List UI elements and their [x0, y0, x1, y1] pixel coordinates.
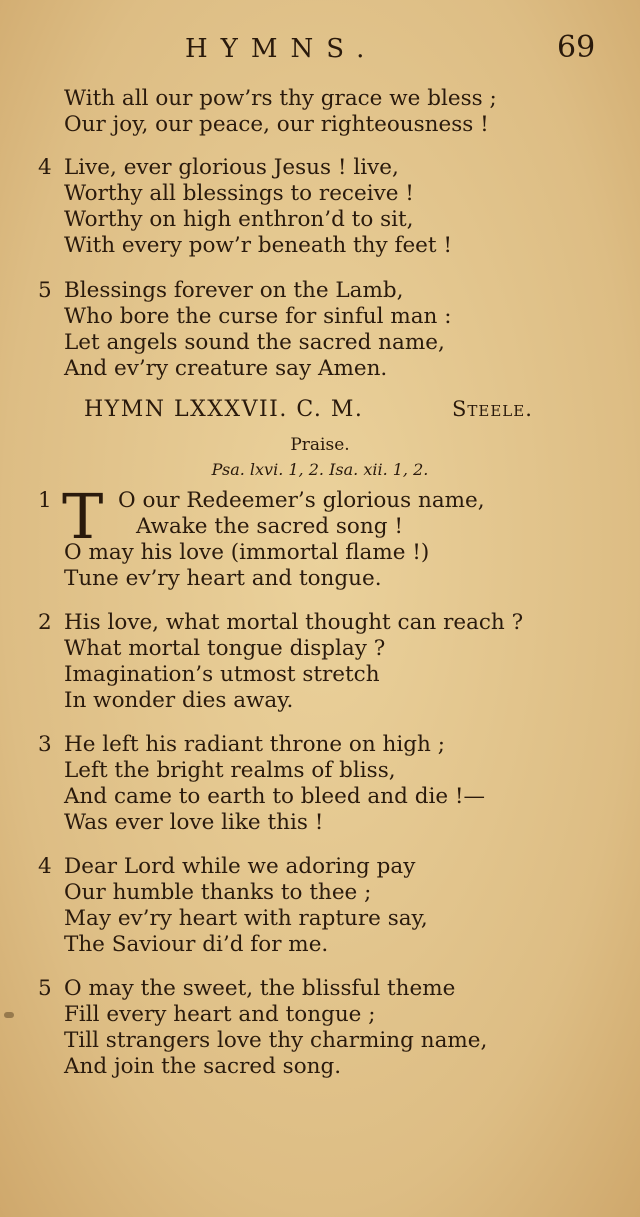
verse-line: In wonder dies away. [64, 688, 294, 713]
hymn-verse-4 [0, 854, 640, 958]
drop-cap: T [62, 480, 104, 553]
verse-number: 4 [38, 854, 52, 879]
verse-line: What mortal tongue display ? [64, 636, 386, 661]
hymn-author: Steele. [452, 397, 533, 421]
scripture-reference: Psa. lxvi. 1, 2. Isa. xii. 1, 2. [211, 460, 429, 479]
verse-line: O may his love (immortal flame !) [64, 540, 430, 565]
verse-line: Imagination’s utmost stretch [64, 662, 380, 687]
hymn-verse-1 [0, 480, 640, 592]
verse-line: Our humble thanks to thee ; [64, 880, 372, 905]
verse-number: 3 [38, 732, 52, 757]
hymn-title: HYMN LXXXVII. C. M. [84, 397, 364, 422]
verse-line: The Saviour di’d for me. [64, 932, 329, 957]
verse-line: And ev’ry creature say Amen. [64, 356, 388, 381]
verse-line: Live, ever glorious Jesus ! live, [64, 155, 399, 180]
previous-verse-4 [0, 155, 640, 259]
verse-line: His love, what mortal thought can reach ? [64, 610, 524, 635]
verse-line: Was ever love like this ! [64, 810, 324, 835]
verse-line: With all our pow’rs thy grace we bless ; [64, 86, 497, 111]
verse-number: 5 [38, 278, 52, 303]
verse-line: O our Redeemer’s glorious name, [118, 488, 485, 513]
hymn-subject: Praise. [290, 435, 350, 455]
verse-number: 4 [38, 155, 52, 180]
verse-line: Who bore the curse for sinful man : [64, 304, 452, 329]
verse-line: Fill every heart and tongue ; [64, 1002, 376, 1027]
hymn-verse-3 [0, 732, 640, 836]
verse-line: Our joy, our peace, our righteousness ! [64, 112, 489, 137]
verse-line: And join the sacred song. [64, 1054, 342, 1079]
verse-line: Till strangers love thy charming name, [64, 1028, 488, 1053]
verse-line: Blessings forever on the Lamb, [64, 278, 404, 303]
verse-line: Tune ev’ry heart and tongue. [64, 566, 382, 591]
verse-line: Worthy all blessings to receive ! [64, 181, 414, 206]
hymn-verse-2 [0, 610, 640, 714]
verse-line: Dear Lord while we adoring pay [64, 854, 416, 879]
hymn-verse-5 [0, 976, 640, 1080]
ink-blot [4, 1012, 14, 1018]
verse-line: Awake the sacred song ! [136, 514, 403, 539]
previous-hymn-ending [0, 86, 640, 138]
page-number: 69 [557, 30, 596, 65]
verse-number: 1 [38, 488, 52, 513]
running-title: HYMNS. [185, 34, 378, 64]
verse-line: With every pow’r beneath thy feet ! [64, 233, 453, 258]
verse-number: 5 [38, 976, 52, 1001]
verse-line: Let angels sound the sacred name, [64, 330, 445, 355]
verse-line: O may the sweet, the blissful theme [64, 976, 456, 1001]
verse-line: May ev’ry heart with rapture say, [64, 906, 428, 931]
verse-line: Worthy on high enthron’d to sit, [64, 207, 414, 232]
previous-verse-5 [0, 278, 640, 382]
verse-line: And came to earth to bleed and die !— [64, 784, 486, 809]
verse-line: He left his radiant throne on high ; [64, 732, 445, 757]
hymn-heading [0, 395, 640, 429]
running-header [0, 30, 640, 70]
verse-line: Left the bright realms of bliss, [64, 758, 396, 783]
verse-number: 2 [38, 610, 52, 635]
